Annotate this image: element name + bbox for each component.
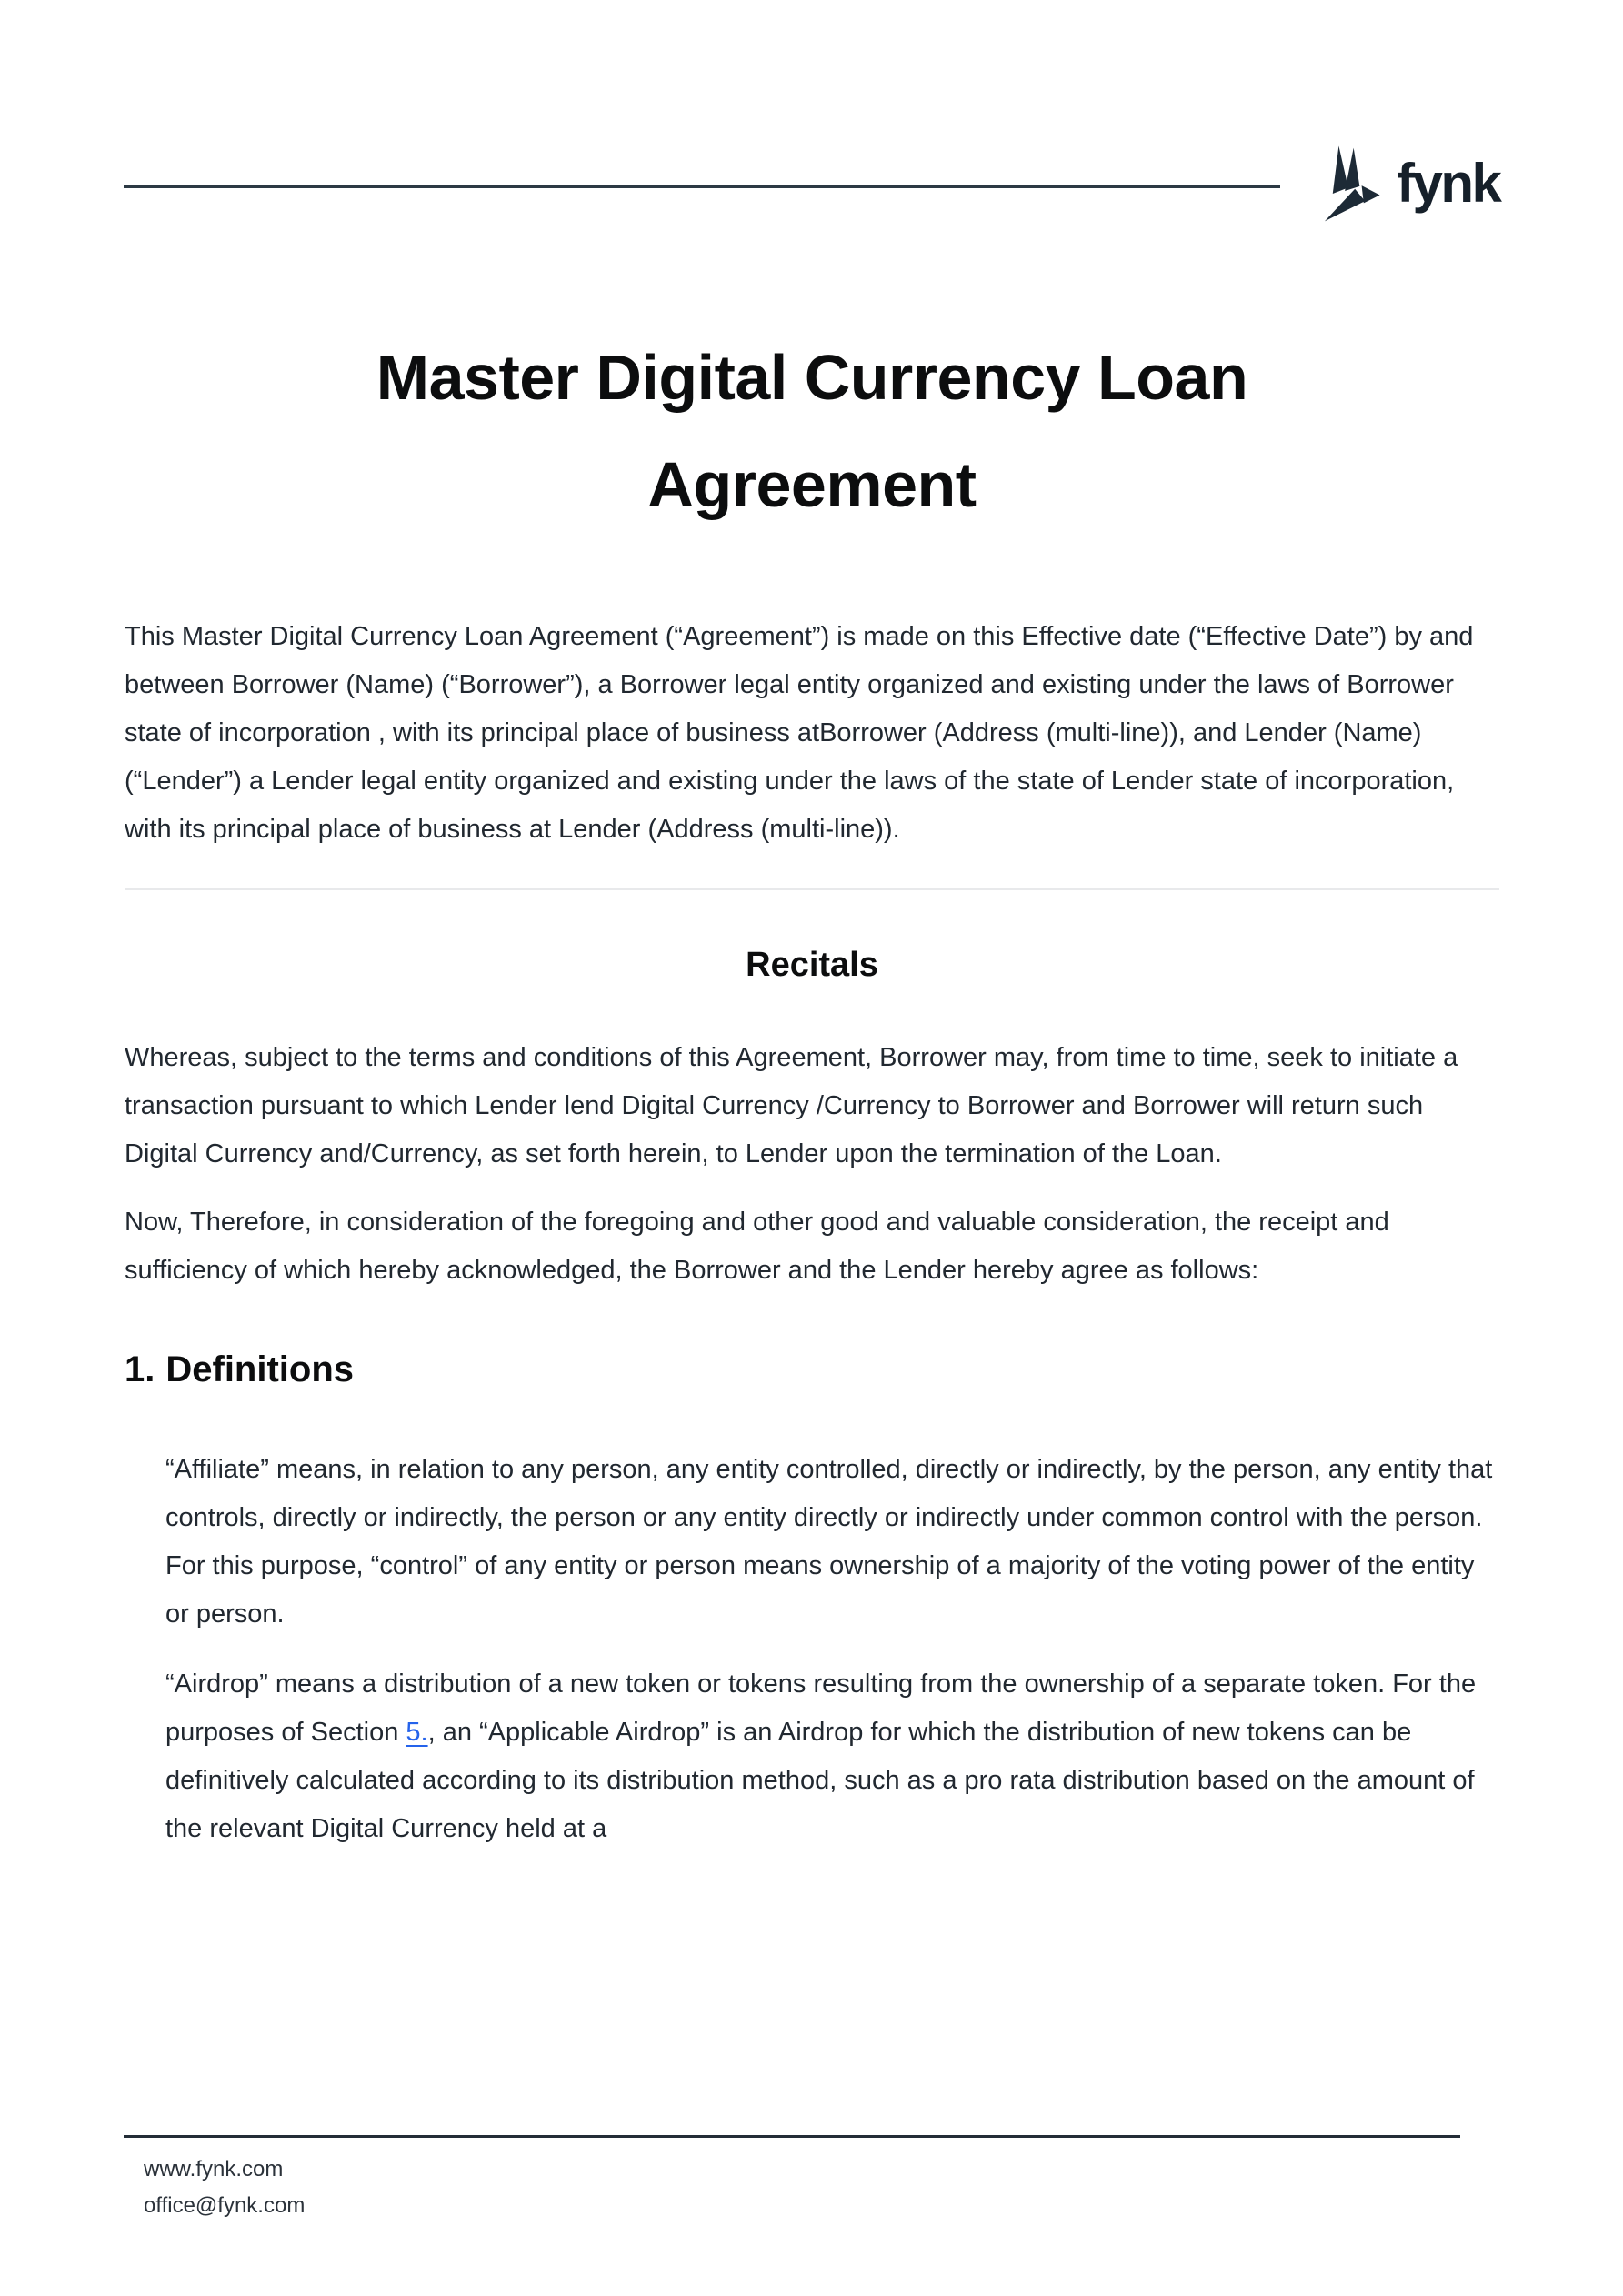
footer-rule (124, 2135, 1460, 2138)
footer-email: office@fynk.com (144, 2193, 306, 2218)
document-body (125, 0, 1499, 1853)
section-5-link[interactable]: 5. (406, 1718, 428, 1747)
fynk-wordmark: fynk (1397, 153, 1500, 214)
airdrop-text-after-link: , an “Applicable Airdrop” is an Airdrop for which the distribution of new tokens can be definitively calculated according to its distribution method, such as a pro rata distribution based on the amount of the relevant Digital Currency held at a (165, 1718, 1475, 1843)
airdrop-text-before-link: “Airdrop” means a distribution of a new token or tokens resulting from the ownership of a separate token. For the purposes of Section (165, 1669, 1477, 1747)
definitions-list (125, 1446, 1499, 1853)
recitals-paragraph-whereas: Whereas, subject to the terms and conditions of this Agreement, Borrower may, from time to time, seek to initiate a transaction pursuant to which Lender lend Digital Currency /Currency to Borrower and Borrower will return such Digital Currency and/Currency, as set forth herein, to Lender upon the termination of the Loan. (125, 1043, 1458, 1168)
footer-website: www.fynk.com (144, 2157, 284, 2181)
recitals-heading: Recitals (746, 946, 878, 984)
document-title: Master Digital Currency Loan Agreement (376, 342, 1248, 520)
affiliate-definition: “Affiliate” means, in relation to any person, any entity controlled, directly or indirectly, by the person, any entity that controls, directly or indirectly, the person or any entity directly or indirectly under common control with the person. For this purpose, “control” of any entity or person means ownership of a majority of the voting power of the entity or person. (165, 1455, 1493, 1629)
intro-paragraph: This Master Digital Currency Loan Agreement (“Agreement”) is made on this Effective date (“Effective Date”) by and between Borrower (Name) (“Borrower”), a Borrower legal entity organized and existing under the laws of Borrower state of incorporation , with its principal place of business atBorrower (Address (multi-line)), and Lender (Name) (“Lender”) a Lender legal entity organized and existing under the laws of the state of Lender state of incorporation, with its principal place of business at Lender (Address (multi-line)). (125, 622, 1474, 844)
section-divider (125, 888, 1499, 890)
airdrop-definition (165, 1660, 1499, 1853)
definitions-heading-label: Definitions (165, 1349, 355, 1389)
definitions-heading (125, 1346, 1499, 1393)
definitions-section-number: 1. (125, 1349, 155, 1389)
recitals-paragraph-therefore: Now, Therefore, in consideration of the foregoing and other good and valuable consideration, the receipt and sufficiency of which hereby acknowledged, the Borrower and the Lender hereby agree as follows: (125, 1208, 1389, 1285)
